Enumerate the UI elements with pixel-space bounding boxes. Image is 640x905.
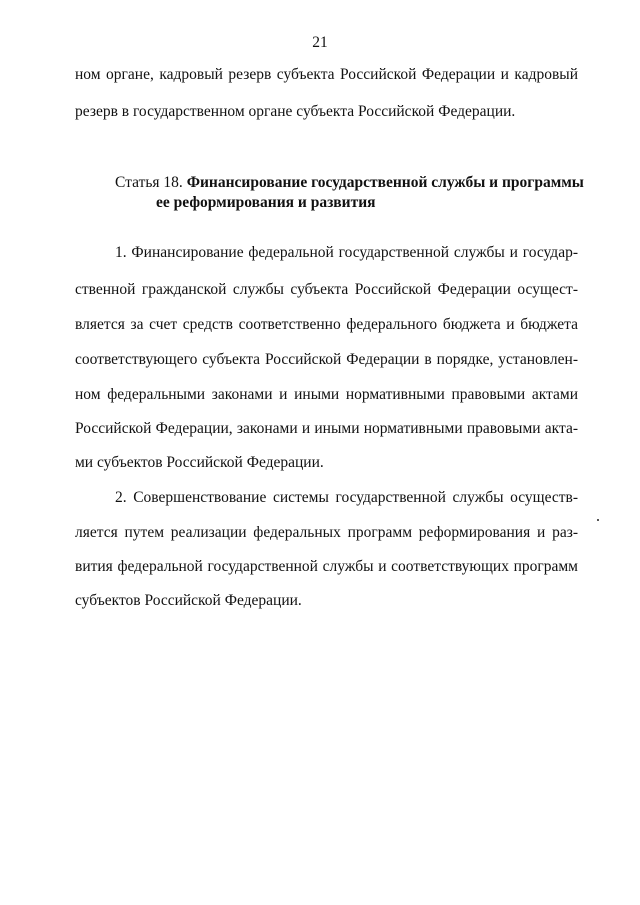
scan-speck (597, 519, 599, 521)
page-number: 21 (312, 34, 328, 51)
text-line: ляется путем реализации федеральных программ реформирования и раз- (75, 524, 578, 541)
text-line: вляется за счет средств соответственно федерального бюджета и бюджета (75, 316, 578, 333)
text-line: 2. Совершенствование системы государственной службы осуществ- (115, 489, 578, 506)
article-title-continued: ее реформирования и развития (156, 194, 376, 211)
text-line: ном федеральными законами и иными нормативными правовыми актами (75, 386, 578, 403)
article-title: Финансирование государственной службы и программы (186, 174, 584, 191)
text-line: 1. Финансирование федеральной государственной службы и государ- (115, 244, 578, 261)
text-line: субъектов Российской Федерации. (75, 592, 302, 609)
text-line: Российской Федерации, законами и иными нормативными правовыми акта- (75, 420, 578, 437)
text-line: ственной гражданской службы субъекта Российской Федерации осущест- (75, 281, 578, 298)
article-heading (115, 174, 584, 192)
text-line: соответствующего субъекта Российской Федерации в порядке, установлен- (75, 351, 578, 368)
article-label: Статья 18. (115, 174, 183, 191)
text-line: резерв в государственном органе субъекта Российской Федерации. (75, 103, 516, 120)
text-line: ми субъектов Российской Федерации. (75, 454, 324, 471)
text-line: ном органе, кадровый резерв субъекта Российской Федерации и кадровый (75, 66, 578, 83)
text-line: вития федеральной государственной службы и соответствующих программ (75, 558, 578, 575)
